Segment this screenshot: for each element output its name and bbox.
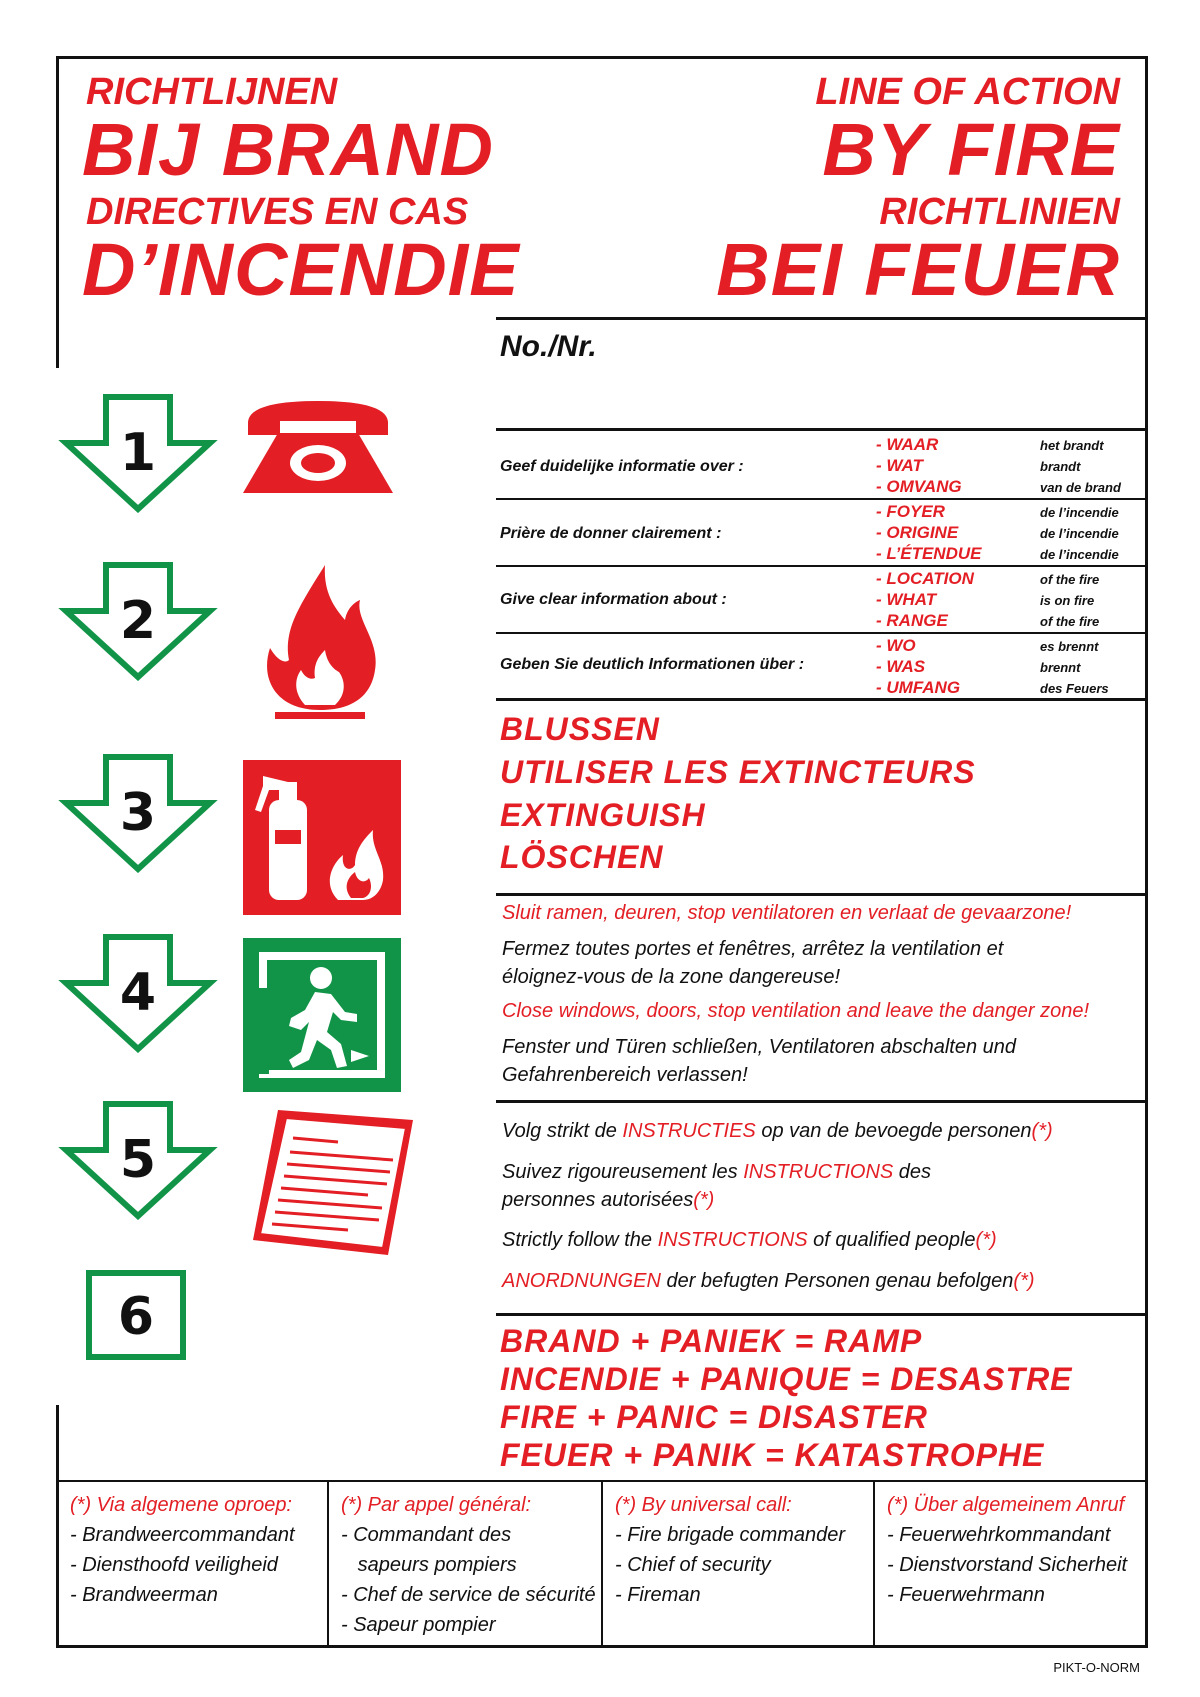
instructions-nl bbox=[502, 1117, 1053, 1145]
info-detail: es brennt bbox=[1040, 639, 1099, 654]
instructions-text: Volg strikt de bbox=[502, 1120, 623, 1142]
panic-nl: BRAND + PANIEK = RAMP bbox=[500, 1323, 923, 1359]
panic-fr: INCENDIE + PANIQUE = DESASTRE bbox=[500, 1361, 1073, 1397]
step-number: 2 bbox=[119, 591, 157, 651]
instructions-text: der befugten Personen genau befolgen bbox=[660, 1270, 1014, 1292]
info-detail: het brandt bbox=[1040, 438, 1104, 453]
fire-extinguisher-icon bbox=[243, 760, 401, 915]
step-number: 6 bbox=[117, 1287, 155, 1347]
footer-line: - Fire brigade commander bbox=[615, 1524, 846, 1546]
footer-line: - Feuerwehrkommandant bbox=[887, 1524, 1111, 1546]
info-keyword: - WAT bbox=[876, 456, 923, 475]
info-detail: brandt bbox=[1040, 459, 1081, 474]
instructions-keyword: ANORDNUNGEN bbox=[502, 1270, 661, 1292]
extinguish-fr: UTILISER LES EXTINCTEURS bbox=[500, 754, 976, 790]
step-arrow-5 bbox=[58, 1100, 218, 1220]
divider-panic-top bbox=[496, 1313, 1148, 1316]
step-number: 5 bbox=[119, 1130, 157, 1190]
divider-info bbox=[496, 632, 1148, 634]
info-keyword: - WAS bbox=[876, 657, 926, 676]
step-arrow-3 bbox=[58, 753, 218, 873]
footer-line: - Fireman bbox=[615, 1584, 701, 1606]
divider-evacuate-top bbox=[496, 893, 1148, 896]
step-number: 4 bbox=[119, 963, 157, 1023]
info-keyword: - L’ÉTENDUE bbox=[876, 544, 982, 563]
telephone-icon bbox=[238, 393, 398, 498]
title-nl-small: RICHTLIJNEN bbox=[86, 71, 338, 113]
title-de-big: BEI FEUER bbox=[716, 228, 1120, 311]
info-question: Geben Sie deutlich Informationen über : bbox=[500, 656, 805, 673]
info-keyword: - ORIGINE bbox=[876, 523, 959, 542]
instructions-fr-2 bbox=[502, 1186, 714, 1214]
instructions-text: personnes autorisées bbox=[502, 1189, 694, 1211]
footer-divider bbox=[327, 1480, 329, 1646]
title-fr-small: DIRECTIVES EN CAS bbox=[86, 191, 469, 233]
footnote-marker: (*) bbox=[1031, 1120, 1053, 1142]
footer-line: - Commandant des bbox=[341, 1524, 512, 1546]
title-en-big: BY FIRE bbox=[822, 108, 1120, 191]
info-keyword: - RANGE bbox=[876, 611, 948, 630]
footnote-marker: (*) bbox=[693, 1189, 715, 1211]
frame-right bbox=[1145, 56, 1148, 1648]
info-keyword: - UMFANG bbox=[876, 678, 961, 697]
divider-info bbox=[496, 565, 1148, 567]
brand-label: PIKT-O-NORM bbox=[1053, 1660, 1140, 1675]
divider-instructions-top bbox=[496, 1100, 1148, 1103]
footer-divider bbox=[601, 1480, 603, 1646]
evacuate-de-1: Fenster und Türen schließen, Ventilatoren abschalten und bbox=[502, 1036, 1017, 1058]
info-keyword: - WHAT bbox=[876, 590, 937, 609]
instructions-en bbox=[502, 1226, 997, 1254]
info-detail: de l’incendie bbox=[1040, 547, 1119, 562]
title-nl-big: BIJ BRAND bbox=[82, 108, 494, 191]
instructions-keyword: INSTRUCTIES bbox=[622, 1120, 756, 1142]
evacuate-fr-1: Fermez toutes portes et fenêtres, arrêtez la ventilation et bbox=[502, 938, 1004, 960]
info-keyword: - WO bbox=[876, 636, 916, 655]
footnote-marker: (*) bbox=[1013, 1270, 1035, 1292]
info-detail: brennt bbox=[1040, 660, 1081, 675]
footer-line: - Diensthoofd veiligheid bbox=[70, 1554, 278, 1576]
evacuate-nl: Sluit ramen, deuren, stop ventilatoren en verlaat de gevaarzone! bbox=[502, 902, 1072, 924]
footer-column-nl bbox=[70, 1490, 295, 1610]
frame-left-top bbox=[56, 56, 59, 368]
instructions-text: of qualified people bbox=[807, 1229, 976, 1251]
info-detail: de l’incendie bbox=[1040, 526, 1119, 541]
footer-title: (*) Via algemene oproep: bbox=[70, 1494, 292, 1516]
instructions-text: op van de bevoegde personen bbox=[755, 1120, 1032, 1142]
footer-line: - Chief of security bbox=[615, 1554, 771, 1576]
number-label: No./Nr. bbox=[500, 330, 597, 363]
divider-nr bbox=[496, 317, 1148, 320]
divider-info-top bbox=[496, 428, 1148, 431]
step-arrow-4 bbox=[58, 933, 218, 1053]
footer-line: - Feuerwehrmann bbox=[887, 1584, 1045, 1606]
emergency-exit-icon bbox=[243, 938, 401, 1092]
step-number: 1 bbox=[119, 423, 157, 483]
footer-title: (*) Par appel général: bbox=[341, 1494, 532, 1516]
info-keyword: - FOYER bbox=[876, 502, 945, 521]
instructions-text: Strictly follow the bbox=[502, 1229, 658, 1251]
info-question: Give clear information about : bbox=[500, 591, 727, 608]
flame-icon bbox=[255, 560, 385, 720]
extinguish-de: LÖSCHEN bbox=[500, 839, 664, 875]
footer-column-fr bbox=[341, 1490, 596, 1640]
divider-info bbox=[496, 498, 1148, 500]
divider-extinguish-top bbox=[496, 698, 1148, 701]
footer-column-de bbox=[887, 1490, 1127, 1610]
footer-divider bbox=[873, 1480, 875, 1646]
evacuate-fr-2: éloignez-vous de la zone dangereuse! bbox=[502, 966, 841, 988]
panic-en: FIRE + PANIC = DISASTER bbox=[500, 1399, 928, 1435]
footer-title: (*) By universal call: bbox=[615, 1494, 792, 1516]
info-question: Geef duidelijke informatie over : bbox=[500, 458, 744, 475]
info-detail: de l’incendie bbox=[1040, 505, 1119, 520]
footer-title: (*) Über algemeinem Anruf bbox=[887, 1494, 1125, 1516]
step-arrow-2 bbox=[58, 561, 218, 681]
footer-line: sapeurs pompiers bbox=[341, 1554, 517, 1576]
instructions-text: Suivez rigoureusement les bbox=[502, 1161, 744, 1183]
extinguish-nl: BLUSSEN bbox=[500, 711, 660, 747]
info-detail: van de brand bbox=[1040, 480, 1121, 495]
title-de-small: RICHTLINIEN bbox=[879, 191, 1120, 233]
instructions-fr-1 bbox=[502, 1158, 931, 1186]
instructions-keyword: INSTRUCTIONS bbox=[657, 1229, 808, 1251]
info-detail: des Feuers bbox=[1040, 681, 1109, 696]
footer-line: - Brandweercommandant bbox=[70, 1524, 295, 1546]
info-detail: of the fire bbox=[1040, 572, 1100, 587]
info-detail: is on fire bbox=[1040, 593, 1095, 608]
footnote-marker: (*) bbox=[975, 1229, 997, 1251]
panic-de: FEUER + PANIK = KATASTROPHE bbox=[500, 1437, 1045, 1473]
step-number: 3 bbox=[119, 783, 157, 843]
info-keyword: - LOCATION bbox=[876, 569, 974, 588]
footer-line: - Chef de service de sécurité bbox=[341, 1584, 596, 1606]
footer-line: - Brandweerman bbox=[70, 1584, 218, 1606]
info-keyword: - WAAR bbox=[876, 435, 939, 454]
frame-left-bottom bbox=[56, 1405, 59, 1648]
footer-line: - Dienstvorstand Sicherheit bbox=[887, 1554, 1128, 1576]
footer-column-en bbox=[615, 1490, 845, 1610]
instructions-text: des bbox=[893, 1161, 932, 1183]
title-fr-big: D’INCENDIE bbox=[82, 228, 520, 311]
footer-line: - Sapeur pompier bbox=[341, 1614, 496, 1636]
info-keyword: - OMVANG bbox=[876, 477, 962, 496]
instructions-document-icon bbox=[248, 1100, 416, 1258]
step-arrow-1 bbox=[58, 393, 218, 513]
info-detail: of the fire bbox=[1040, 614, 1100, 629]
frame-top bbox=[56, 56, 1148, 59]
info-question: Prière de donner clairement : bbox=[500, 525, 722, 542]
evacuate-de-2: Gefahrenbereich verlassen! bbox=[502, 1064, 748, 1086]
instructions-keyword: INSTRUCTIONS bbox=[743, 1161, 894, 1183]
extinguish-en: EXTINGUISH bbox=[500, 797, 706, 833]
evacuate-en: Close windows, doors, stop ventilation and leave the danger zone! bbox=[502, 1000, 1090, 1022]
title-en-small: LINE OF ACTION bbox=[815, 71, 1120, 113]
step-box-6 bbox=[86, 1270, 186, 1360]
instructions-de bbox=[502, 1267, 1035, 1295]
